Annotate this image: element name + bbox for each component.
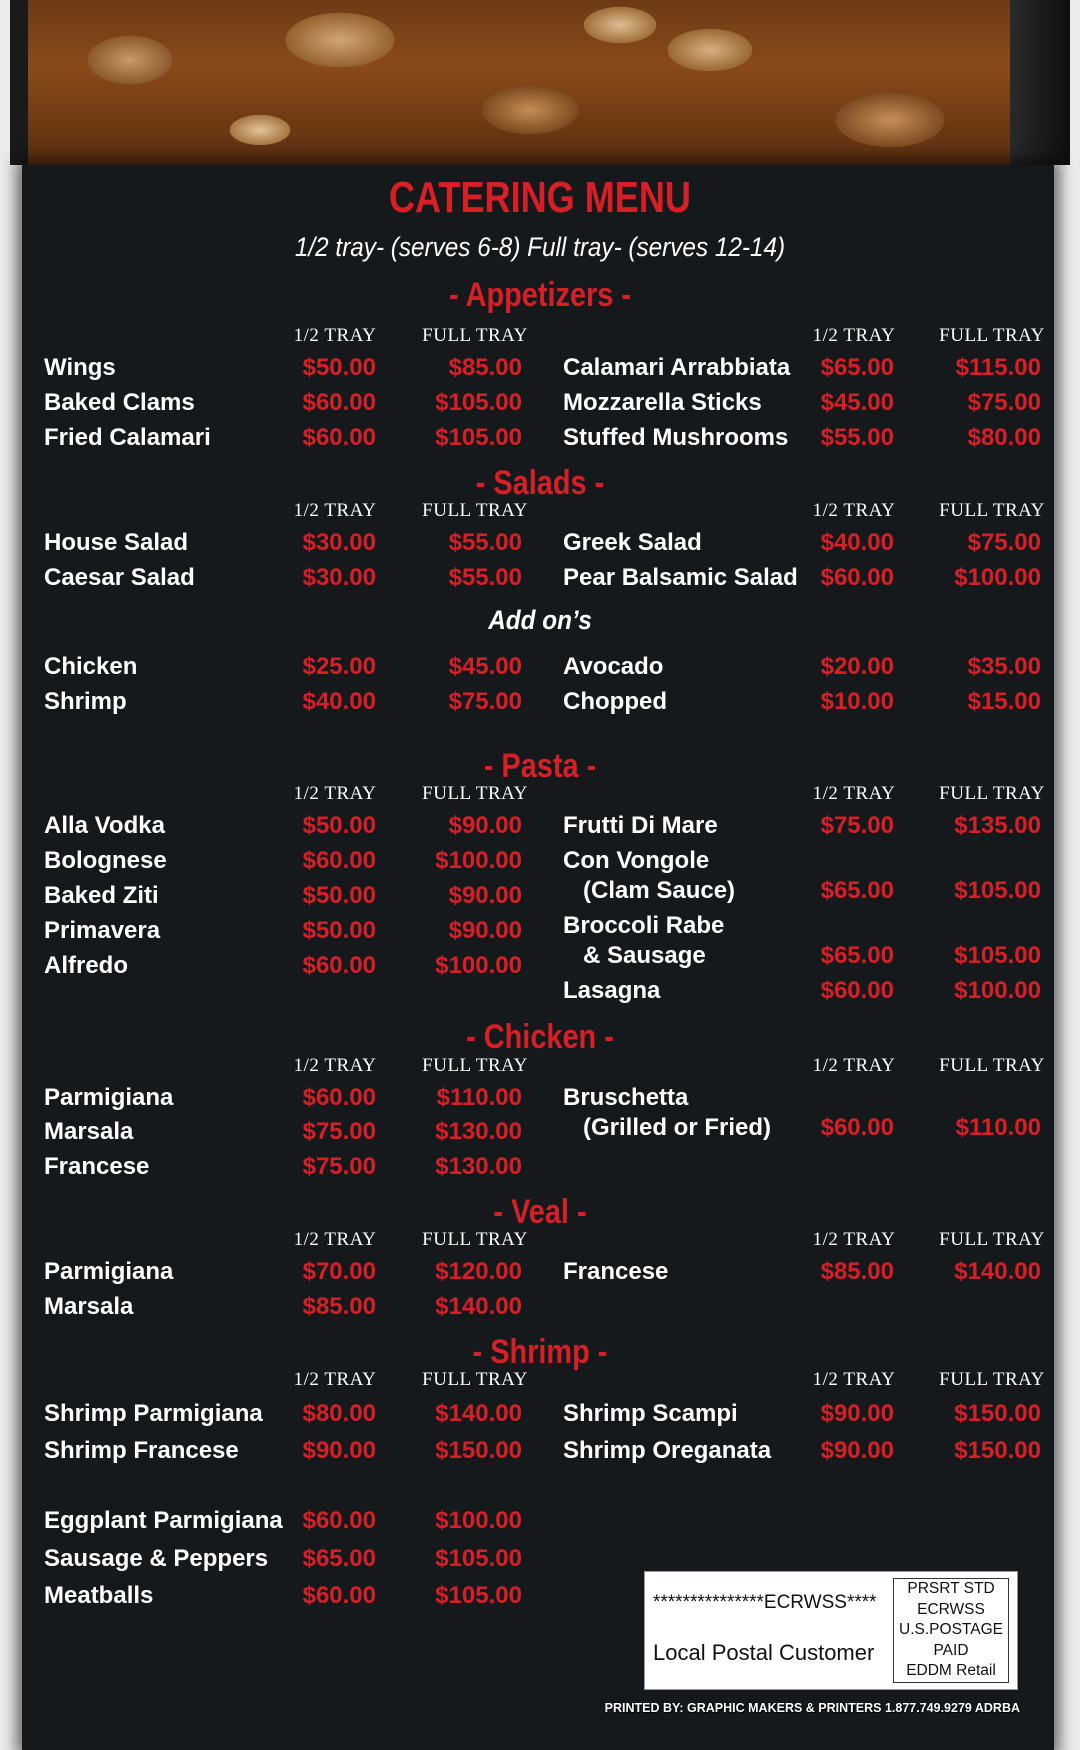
header-full-tray: FULL TRAY [939,1229,1045,1250]
menu-item-half-price: $90.00 [820,1400,894,1427]
menu-item-full-price: $130.00 [435,1118,522,1145]
menu-item-full-price: $15.00 [967,688,1041,715]
menu-item-name: Baked Clams [44,389,195,416]
header-full-tray: FULL TRAY [939,783,1045,804]
menu-item-full-price: $110.00 [436,1084,522,1111]
header-half-tray: 1/2 TRAY [293,1229,377,1250]
menu-item-name: Frutti Di Mare [563,812,718,839]
header-full-tray: FULL TRAY [939,1369,1045,1390]
menu-item-half-price: $60.00 [820,564,894,591]
menu-item-half-price: $50.00 [302,882,376,909]
menu-item-full-price: $45.00 [448,653,522,680]
menu-item-name: Caesar Salad [44,564,195,591]
section-title-appetizers: - Appetizers - [449,276,631,314]
menu-item-full-price: $55.00 [448,564,522,591]
header-half-tray: 1/2 TRAY [293,325,377,346]
menu-item-half-price: $60.00 [302,952,376,979]
menu-item-subtitle: & Sausage [583,942,706,969]
menu-item-name: Alla Vodka [44,812,165,839]
menu-item-name: Chicken [44,653,138,680]
header-full-tray: FULL TRAY [422,500,528,521]
menu-item-name: Parmigiana [44,1084,174,1111]
menu-item-half-price: $55.00 [820,424,894,451]
postal-indicia [644,1571,1018,1690]
menu-item-name: Bruschetta [563,1084,689,1111]
header-half-tray: 1/2 TRAY [293,1055,377,1076]
menu-item-half-price: $45.00 [820,389,894,416]
menu-item-name: Francese [44,1153,150,1180]
menu-item-half-price: $30.00 [302,564,376,591]
header-full-tray: FULL TRAY [422,325,528,346]
menu-item-half-price: $50.00 [302,917,376,944]
menu-item-half-price: $90.00 [302,1437,376,1464]
header-half-tray: 1/2 TRAY [812,1055,896,1076]
menu-item-full-price: $90.00 [448,917,522,944]
menu-item-full-price: $130.00 [435,1153,522,1180]
menu-item-full-price: $105.00 [954,877,1041,904]
menu-item-half-price: $50.00 [302,354,376,381]
menu-item-full-price: $140.00 [435,1400,522,1427]
header-half-tray: 1/2 TRAY [812,1229,896,1250]
menu-item-full-price: $75.00 [967,529,1041,556]
menu-item-half-price: $60.00 [820,1114,894,1141]
menu-item-name: Con Vongole [563,847,710,874]
pan-edge-right [1010,0,1070,165]
menu-item-full-price: $90.00 [448,882,522,909]
menu-item-name: Stuffed Mushrooms [563,424,789,451]
menu-item-name: Broccoli Rabe [563,912,725,939]
menu-item-name: Alfredo [44,952,128,979]
header-full-tray: FULL TRAY [939,325,1045,346]
menu-item-full-price: $150.00 [954,1437,1041,1464]
menu-item-full-price: $110.00 [955,1114,1041,1141]
menu-item-half-price: $85.00 [820,1258,894,1285]
header-half-tray: 1/2 TRAY [812,783,896,804]
printed-by-credit: PRINTED BY: GRAPHIC MAKERS & PRINTERS 1.877.749.9279 ADRBA [604,1701,1020,1715]
menu-item-full-price: $85.00 [448,354,522,381]
menu-item-full-price: $150.00 [954,1400,1041,1427]
header-half-tray: 1/2 TRAY [812,1369,896,1390]
menu-item-name: Baked Ziti [44,882,159,909]
menu-item-name: Greek Salad [563,529,702,556]
menu-item-subtitle: (Grilled or Fried) [583,1114,772,1141]
menu-item-half-price: $70.00 [302,1258,376,1285]
menu-item-half-price: $60.00 [302,1582,376,1609]
header-half-tray: 1/2 TRAY [293,1369,377,1390]
menu-item-half-price: $65.00 [820,942,894,969]
menu-item-name: Pear Balsamic Salad [563,564,798,591]
menu-item-full-price: $140.00 [954,1258,1041,1285]
addons-title: Add on’s [488,605,592,635]
menu-item-half-price: $20.00 [820,653,894,680]
menu-item-full-price: $120.00 [435,1258,522,1285]
menu-item-name: Sausage & Peppers [44,1545,269,1572]
menu-item-name: Shrimp Scampi [563,1400,738,1427]
section-title-salads: - Salads - [475,464,605,502]
menu-item-half-price: $60.00 [302,847,376,874]
menu-item-half-price: $25.00 [302,653,376,680]
menu-item-subtitle: (Clam Sauce) [583,877,736,904]
menu-item-full-price: $90.00 [448,812,522,839]
permit-line: PRSRT STD [907,1580,995,1597]
header-full-tray: FULL TRAY [422,1229,528,1250]
section-title-chicken: - Chicken - [466,1018,614,1056]
header-full-tray: FULL TRAY [939,1055,1045,1076]
menu-item-full-price: $75.00 [448,688,522,715]
menu-item-half-price: $65.00 [820,877,894,904]
permit-line: ECRWSS [917,1600,985,1618]
menu-item-name: Primavera [44,917,161,944]
menu-item-name: Shrimp Parmigiana [44,1400,263,1427]
menu-item-half-price: $60.00 [820,977,894,1004]
menu-item-half-price: $60.00 [302,424,376,451]
permit-line: EDDM Retail [906,1662,996,1679]
menu-item-full-price: $115.00 [955,354,1041,381]
menu-item-full-price: $100.00 [435,847,522,874]
section-title-pasta: - Pasta - [483,747,597,785]
pan-edge-left [10,0,28,165]
menu-item-half-price: $60.00 [302,1084,376,1111]
menu-item-name: House Salad [44,529,189,556]
menu-item-name: Chopped [563,688,667,715]
header-half-tray: 1/2 TRAY [293,783,377,804]
menu-item-name: Lasagna [563,977,661,1004]
postal-customer-line: Local Postal Customer [653,1640,875,1665]
menu-item-name: Marsala [44,1293,134,1320]
menu-item-name: Meatballs [44,1582,154,1609]
menu-item-half-price: $80.00 [302,1400,376,1427]
menu-item-name: Shrimp Oreganata [563,1437,772,1464]
menu-item-name: Parmigiana [44,1258,174,1285]
menu-item-full-price: $100.00 [954,977,1041,1004]
menu-title: CATERING MENU [388,173,691,222]
menu-item-full-price: $55.00 [448,529,522,556]
header-half-tray: 1/2 TRAY [812,325,896,346]
menu-item-name: Shrimp [44,688,127,715]
header-full-tray: FULL TRAY [422,783,528,804]
menu-item-half-price: $65.00 [820,354,894,381]
menu-item-name: Avocado [563,653,664,680]
header-half-tray: 1/2 TRAY [293,500,377,521]
menu-item-full-price: $135.00 [954,812,1041,839]
postal-permit-box [893,1578,1009,1683]
menu-item-full-price: $80.00 [967,424,1041,451]
menu-subtitle: 1/2 tray- (serves 6-8) Full tray- (serves 12-14) [294,232,786,262]
menu-item-half-price: $60.00 [302,389,376,416]
menu-item-half-price: $75.00 [302,1118,376,1145]
menu-item-full-price: $105.00 [435,389,522,416]
menu-item-half-price: $75.00 [302,1153,376,1180]
menu-item-half-price: $75.00 [820,812,894,839]
menu-item-full-price: $105.00 [435,1582,522,1609]
menu-item-name: Calamari Arrabbiata [563,354,791,381]
menu-item-name: Marsala [44,1118,134,1145]
menu-item-full-price: $100.00 [435,952,522,979]
menu-item-half-price: $90.00 [820,1437,894,1464]
menu-item-half-price: $30.00 [302,529,376,556]
menu-item-name: Bolognese [44,847,167,874]
menu-item-full-price: $100.00 [954,564,1041,591]
section-title-veal: - Veal - [493,1193,587,1231]
menu-item-full-price: $150.00 [435,1437,522,1464]
menu-item-full-price: $140.00 [435,1293,522,1320]
food-photo [10,0,1070,165]
menu-item-half-price: $40.00 [820,529,894,556]
header-full-tray: FULL TRAY [939,500,1045,521]
menu-item-name: Fried Calamari [44,424,211,451]
menu-item-half-price: $85.00 [302,1293,376,1320]
permit-line: PAID [933,1641,969,1659]
menu-item-name: Francese [563,1258,669,1285]
menu-item-name: Eggplant Parmigiana [44,1507,283,1534]
menu-item-half-price: $60.00 [302,1507,376,1534]
menu-item-half-price: $50.00 [302,812,376,839]
section-title-shrimp: - Shrimp - [472,1333,608,1371]
menu-item-full-price: $105.00 [435,1545,522,1572]
header-half-tray: 1/2 TRAY [812,500,896,521]
menu-item-name: Shrimp Francese [44,1437,239,1464]
permit-line: U.S.POSTAGE [899,1621,1003,1638]
menu-item-full-price: $35.00 [967,653,1041,680]
menu-item-full-price: $105.00 [435,424,522,451]
menu-item-name: Wings [44,354,116,381]
header-full-tray: FULL TRAY [422,1055,528,1076]
menu-item-full-price: $75.00 [967,389,1041,416]
menu-item-name: Mozzarella Sticks [563,389,762,416]
postal-ecrwss-line: ***************ECRWSS**** [653,1592,877,1613]
menu-item-half-price: $10.00 [820,688,894,715]
menu-item-full-price: $100.00 [435,1507,522,1534]
menu-item-full-price: $105.00 [954,942,1041,969]
menu-item-half-price: $40.00 [302,688,376,715]
menu-item-half-price: $65.00 [302,1545,376,1572]
header-full-tray: FULL TRAY [422,1369,528,1390]
